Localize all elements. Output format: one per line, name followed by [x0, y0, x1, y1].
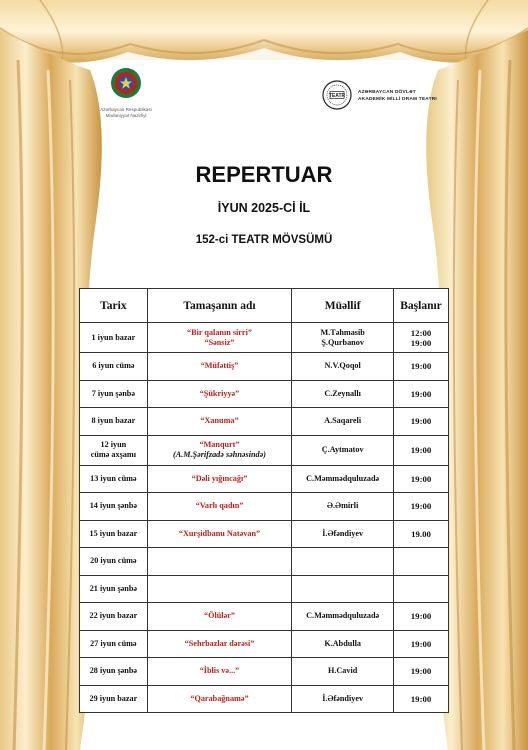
cell-line: 27 iyun cümə [90, 638, 137, 648]
cell-line: “Xanuma” [200, 416, 239, 426]
cell-line: 19:00 [410, 611, 432, 622]
cell-line: “Şükriyyə” [199, 388, 240, 398]
table-row [80, 685, 449, 713]
month-heading: İYUN 2025-Cİ İL [217, 201, 311, 215]
cell-line: “Manqurt” [199, 440, 240, 449]
column-header-start: Başlanır [394, 289, 449, 323]
cell-line: 19:00 [410, 416, 432, 427]
table-row [80, 548, 449, 576]
date-cell [80, 520, 148, 548]
cell-line: H.Cavid [327, 666, 358, 676]
cell-line: “Ölülər” [204, 611, 235, 621]
cell-line: 19:00 [410, 666, 432, 677]
cell-line: “Müfəttiş” [200, 361, 239, 371]
theatre-logo [322, 80, 462, 120]
date-cell [80, 408, 148, 436]
table-row [80, 323, 449, 353]
date-cell [80, 658, 148, 686]
play-cell [147, 408, 291, 436]
date-cell [80, 353, 148, 381]
cell-line: “Sehrbazlar dərəsi” [184, 638, 255, 648]
table-row [80, 630, 449, 658]
cell-line: C.Məmmədquluzadə [306, 611, 380, 621]
theatre-seal-text: TEATR [328, 93, 346, 99]
cell-line: İ.Əfəndiyev [322, 693, 364, 703]
play-cell [147, 658, 291, 686]
play-cell [147, 548, 291, 576]
cell-line: 7 iyun şənbə [91, 388, 135, 398]
ministry-emblem-icon [109, 66, 143, 100]
cell-line: “Qarabağnamə” [190, 693, 249, 703]
column-header-date: Tarix [80, 289, 148, 323]
cell-line: 19:00 [410, 388, 432, 399]
table-row [80, 520, 449, 548]
repertoire-table [79, 288, 449, 713]
start-time-cell [394, 603, 449, 631]
ministry-caption-line1: Azərbaycan Respublikası [100, 107, 152, 112]
cell-line: “Varlı qadın” [195, 501, 244, 511]
start-time-cell [394, 323, 449, 353]
cell-line: 6 iyun cümə [92, 361, 135, 371]
cell-line: Ç.Aytmatov [321, 445, 364, 454]
author-cell [292, 520, 394, 548]
cell-line: 19:00 [410, 501, 432, 512]
cell-line: C.Zeynallı [324, 388, 361, 398]
theatre-caption-line2: AKADEMİK MİLLİ DRAM TEATRI [358, 97, 437, 102]
ministry-caption-line2: Mədəniyyət Nazirliyi [105, 113, 147, 118]
cell-line: 19:00 [410, 445, 432, 455]
cell-line: 15 iyun bazar [89, 528, 138, 538]
table-row [80, 465, 449, 493]
cell-line: Ə.Əmirli [326, 501, 359, 511]
cell-line: A.Saqareli [324, 416, 362, 426]
table-body [80, 323, 449, 713]
cell-line: 29 iyun bazar [89, 693, 138, 703]
cell-line: 8 iyun bazar [91, 416, 136, 426]
column-header-author: Müəllif [292, 289, 394, 323]
start-time-cell [394, 353, 449, 381]
play-cell [147, 323, 291, 353]
author-cell [292, 323, 394, 353]
play-cell [147, 603, 291, 631]
table-row [80, 353, 449, 381]
start-time-cell [394, 658, 449, 686]
cell-line: 20 iyun cümə [90, 556, 137, 566]
table-row [80, 435, 449, 465]
start-time-cell [394, 408, 449, 436]
cell-line: “İblis və...” [199, 666, 240, 676]
ministry-caption [100, 107, 152, 119]
author-cell [292, 465, 394, 493]
cell-line: 19:00 [410, 473, 432, 484]
table-row [80, 603, 449, 631]
author-cell [292, 353, 394, 381]
cell-line: 19:00 [410, 638, 432, 649]
cell-line: N.V.Qoqol [324, 361, 361, 371]
play-cell [147, 380, 291, 408]
start-time-cell [394, 685, 449, 713]
author-cell [292, 548, 394, 576]
table-row [80, 380, 449, 408]
ministry-logo [100, 66, 152, 119]
author-cell [292, 603, 394, 631]
cell-line: 12:00 [410, 327, 432, 338]
date-cell [80, 493, 148, 521]
cell-line: 19.00 [411, 528, 431, 539]
table-row [80, 493, 449, 521]
cell-line: 1 iyun bazar [91, 332, 136, 342]
play-note: (A.M.Şərifzadə səhnəsində) [172, 450, 266, 459]
start-time-cell [394, 465, 449, 493]
cell-line: İ.Əfəndiyev [322, 528, 364, 538]
date-cell [80, 575, 148, 603]
cell-line: “Bir qalanın sirri” [187, 327, 252, 337]
cell-line: 28 iyun şənbə [89, 666, 138, 676]
date-cell [80, 380, 148, 408]
table-header-row [80, 289, 449, 323]
play-cell [147, 435, 291, 465]
date-cell [80, 548, 148, 576]
author-cell [292, 658, 394, 686]
author-cell [292, 685, 394, 713]
theatre-caption-line1: AZƏRBAYCAN DÖVLƏT [358, 90, 416, 95]
date-cell [80, 435, 148, 465]
date-cell [80, 630, 148, 658]
cell-line: K.Abdulla [324, 638, 361, 648]
play-cell [147, 353, 291, 381]
author-cell [292, 630, 394, 658]
cell-line: 19:00 [410, 337, 432, 348]
cell-line: 14 iyun şənbə [89, 501, 138, 511]
author-cell [292, 380, 394, 408]
cell-line: Ş.Qurbanov [321, 337, 364, 347]
start-time-cell [394, 380, 449, 408]
start-time-cell [394, 435, 449, 465]
author-cell [292, 408, 394, 436]
season-heading: 152-ci TEATR MÖVSÜMÜ [195, 234, 333, 246]
date-cell [80, 603, 148, 631]
date-cell [80, 685, 148, 713]
cell-line: 19:00 [410, 361, 432, 372]
cell-line: 13 iyun cümə [90, 473, 137, 483]
start-time-cell [394, 520, 449, 548]
author-cell [292, 435, 394, 465]
start-time-cell [394, 630, 449, 658]
cell-line: “Dəli yığıncağı” [191, 473, 248, 483]
play-cell [147, 465, 291, 493]
play-cell [147, 520, 291, 548]
cell-line: M.Təhmasib [320, 327, 365, 337]
start-time-cell [394, 575, 449, 603]
start-time-cell [394, 493, 449, 521]
cell-line: cümə axşamı [90, 450, 136, 459]
date-cell [80, 323, 148, 353]
cell-line: “Sənsiz” [204, 337, 235, 347]
play-cell [147, 630, 291, 658]
date-cell [80, 465, 148, 493]
table-row [80, 408, 449, 436]
play-cell [147, 493, 291, 521]
cell-line: “Xurşidbanu Natəvan” [178, 528, 261, 538]
author-cell [292, 575, 394, 603]
column-header-play: Tamaşanın adı [147, 289, 291, 323]
table-row [80, 658, 449, 686]
play-cell [147, 685, 291, 713]
cell-line: 19:00 [410, 693, 432, 704]
play-cell [147, 575, 291, 603]
theatre-seal-icon [322, 80, 352, 110]
author-cell [292, 493, 394, 521]
cell-line: 22 iyun bazar [89, 611, 138, 621]
theatre-caption [358, 89, 437, 103]
cell-line: C.Məmmədquluzadə [306, 473, 380, 483]
cell-line: 12 iyun [100, 440, 127, 449]
table-row [80, 575, 449, 603]
cell-line: 21 iyun şənbə [89, 583, 138, 593]
start-time-cell [394, 548, 449, 576]
page-title: REPERTUAR [195, 162, 333, 187]
